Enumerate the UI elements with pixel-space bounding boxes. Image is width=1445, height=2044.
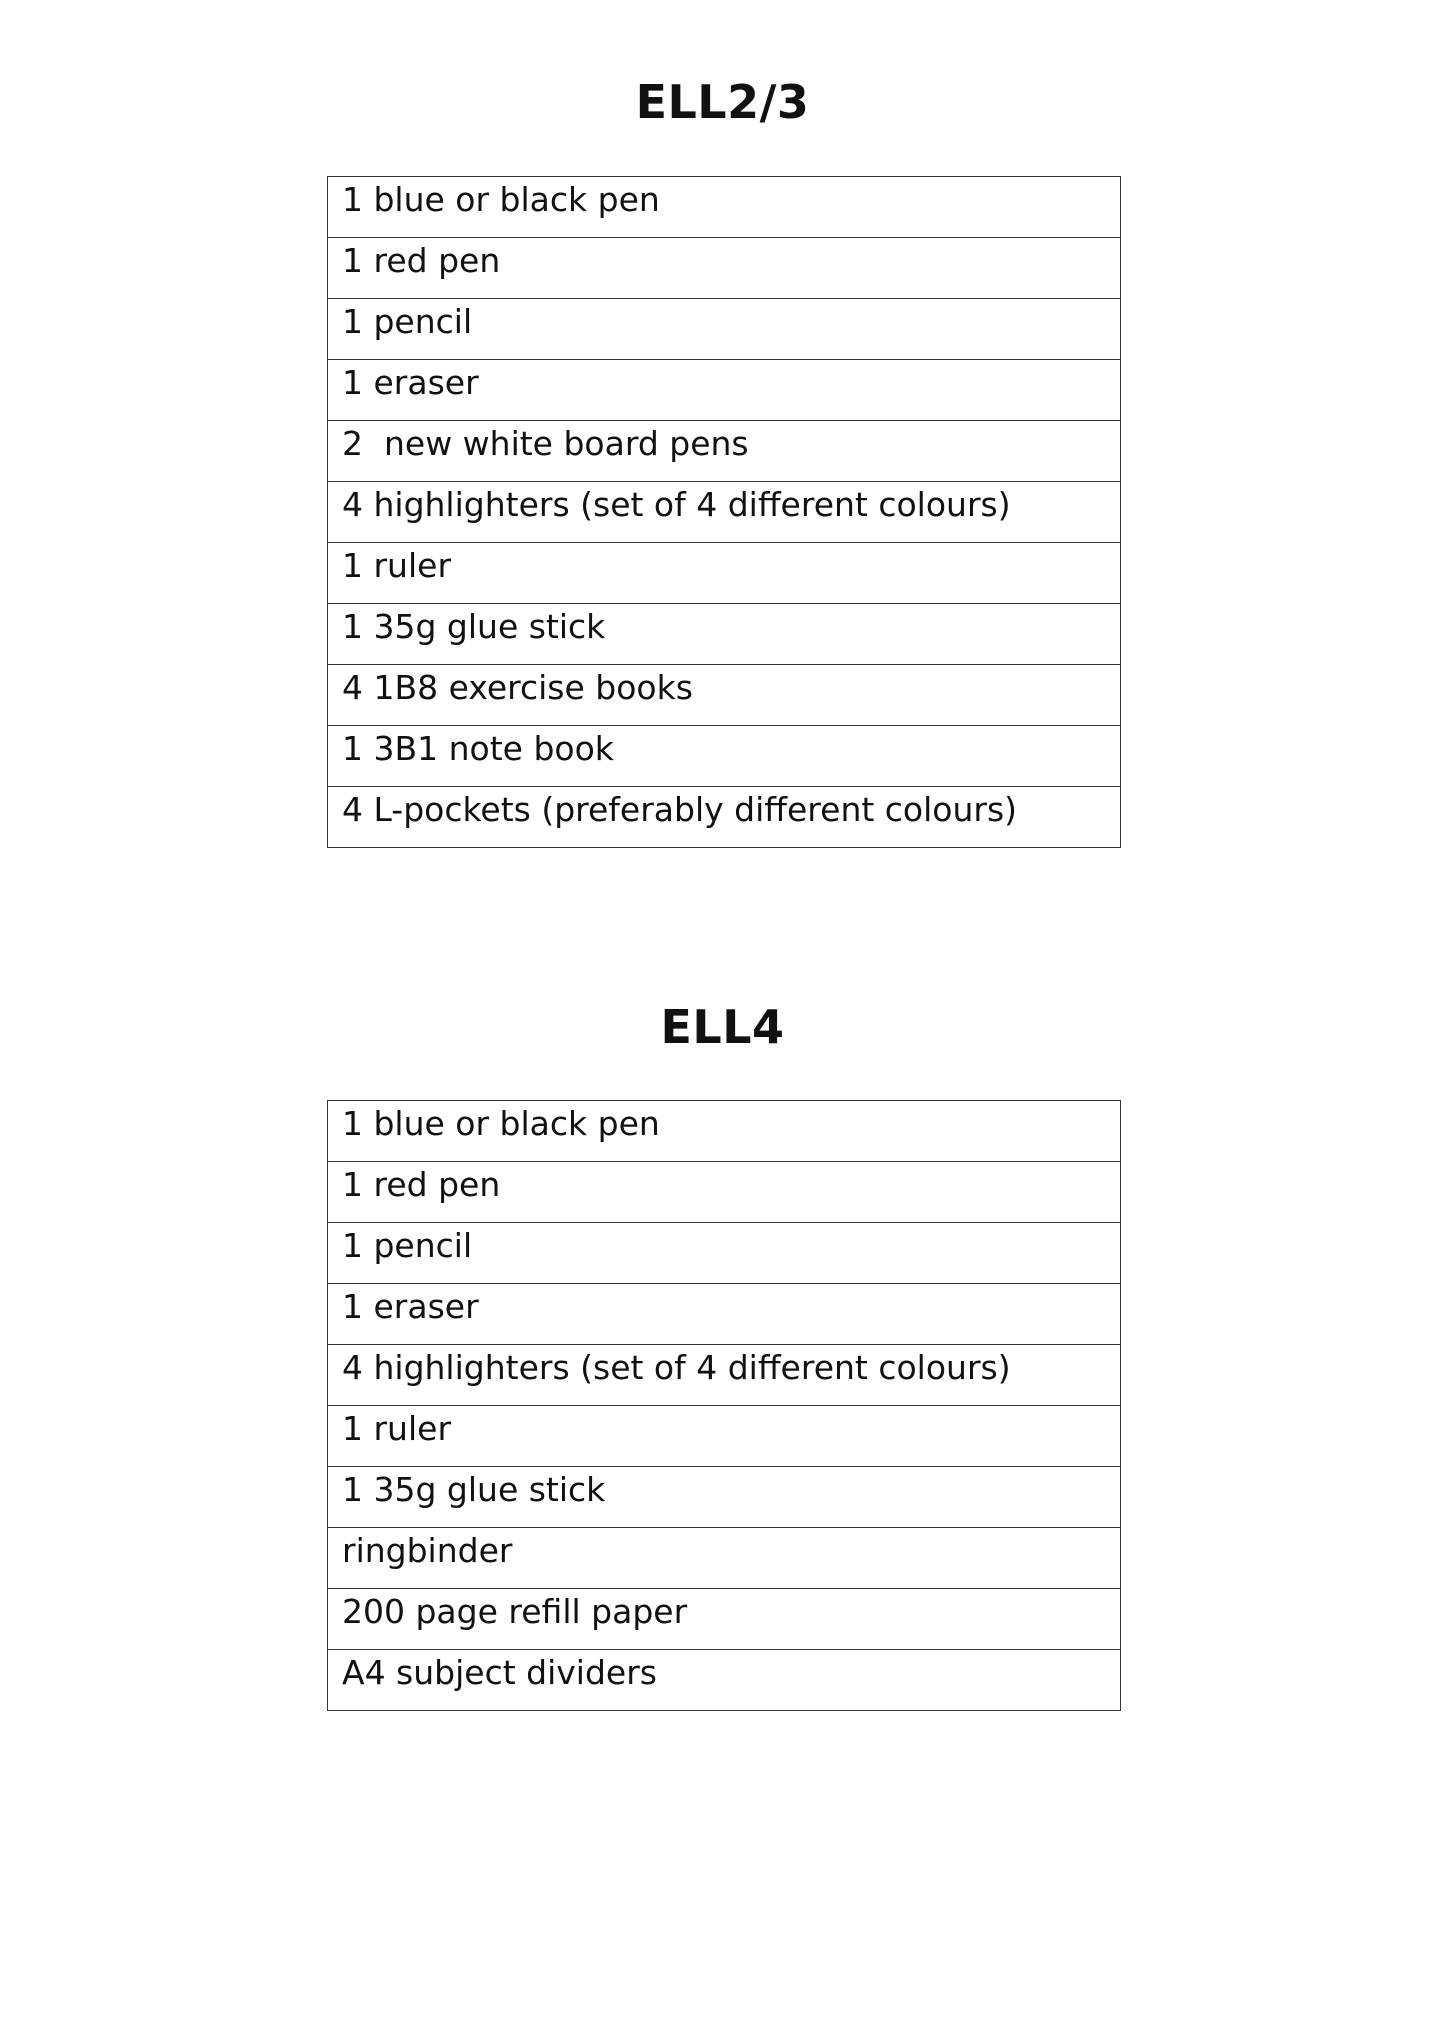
list-item: 1 pencil <box>328 1223 1121 1284</box>
table-row <box>328 1406 1121 1467</box>
list-item: 4 L-pockets (preferably different colours) <box>328 787 1121 848</box>
list-item: 1 blue or black pen <box>328 177 1121 238</box>
list-item: 1 35g glue stick <box>328 1467 1121 1528</box>
table-row <box>328 543 1121 604</box>
table-row <box>328 177 1121 238</box>
list-item: 1 pencil <box>328 299 1121 360</box>
table-row <box>328 1345 1121 1406</box>
list-item: 1 red pen <box>328 1162 1121 1223</box>
table-row <box>328 1223 1121 1284</box>
table-row <box>328 1162 1121 1223</box>
table-row <box>328 421 1121 482</box>
list-item: 4 highlighters (set of 4 different colours) <box>328 482 1121 543</box>
table-row <box>328 1101 1121 1162</box>
table-row <box>328 1528 1121 1589</box>
supply-list-table-ell4 <box>327 1100 1121 1711</box>
list-item: A4 subject dividers <box>328 1650 1121 1711</box>
list-item: 1 red pen <box>328 238 1121 299</box>
list-item: 1 3B1 note book <box>328 726 1121 787</box>
list-item: 1 ruler <box>328 543 1121 604</box>
section-title-ell2-3: ELL2/3 <box>635 75 810 129</box>
list-item: 2 new white board pens <box>328 421 1121 482</box>
table-row <box>328 665 1121 726</box>
table-row <box>328 604 1121 665</box>
supply-list-table-ell2-3 <box>327 176 1121 848</box>
table-row <box>328 482 1121 543</box>
section-title-ell4: ELL4 <box>660 1000 785 1054</box>
list-item: 1 35g glue stick <box>328 604 1121 665</box>
list-item: 4 1B8 exercise books <box>328 665 1121 726</box>
table-row <box>328 787 1121 848</box>
table-row <box>328 1589 1121 1650</box>
list-item: 200 page refill paper <box>328 1589 1121 1650</box>
table-row <box>328 360 1121 421</box>
list-item: ringbinder <box>328 1528 1121 1589</box>
table-row <box>328 726 1121 787</box>
list-item: 1 ruler <box>328 1406 1121 1467</box>
table-row <box>328 1650 1121 1711</box>
table-row <box>328 1467 1121 1528</box>
list-item: 1 eraser <box>328 1284 1121 1345</box>
table-row <box>328 299 1121 360</box>
table-row <box>328 1284 1121 1345</box>
table-row <box>328 238 1121 299</box>
list-item: 1 eraser <box>328 360 1121 421</box>
list-item: 1 blue or black pen <box>328 1101 1121 1162</box>
list-item: 4 highlighters (set of 4 different colours) <box>328 1345 1121 1406</box>
